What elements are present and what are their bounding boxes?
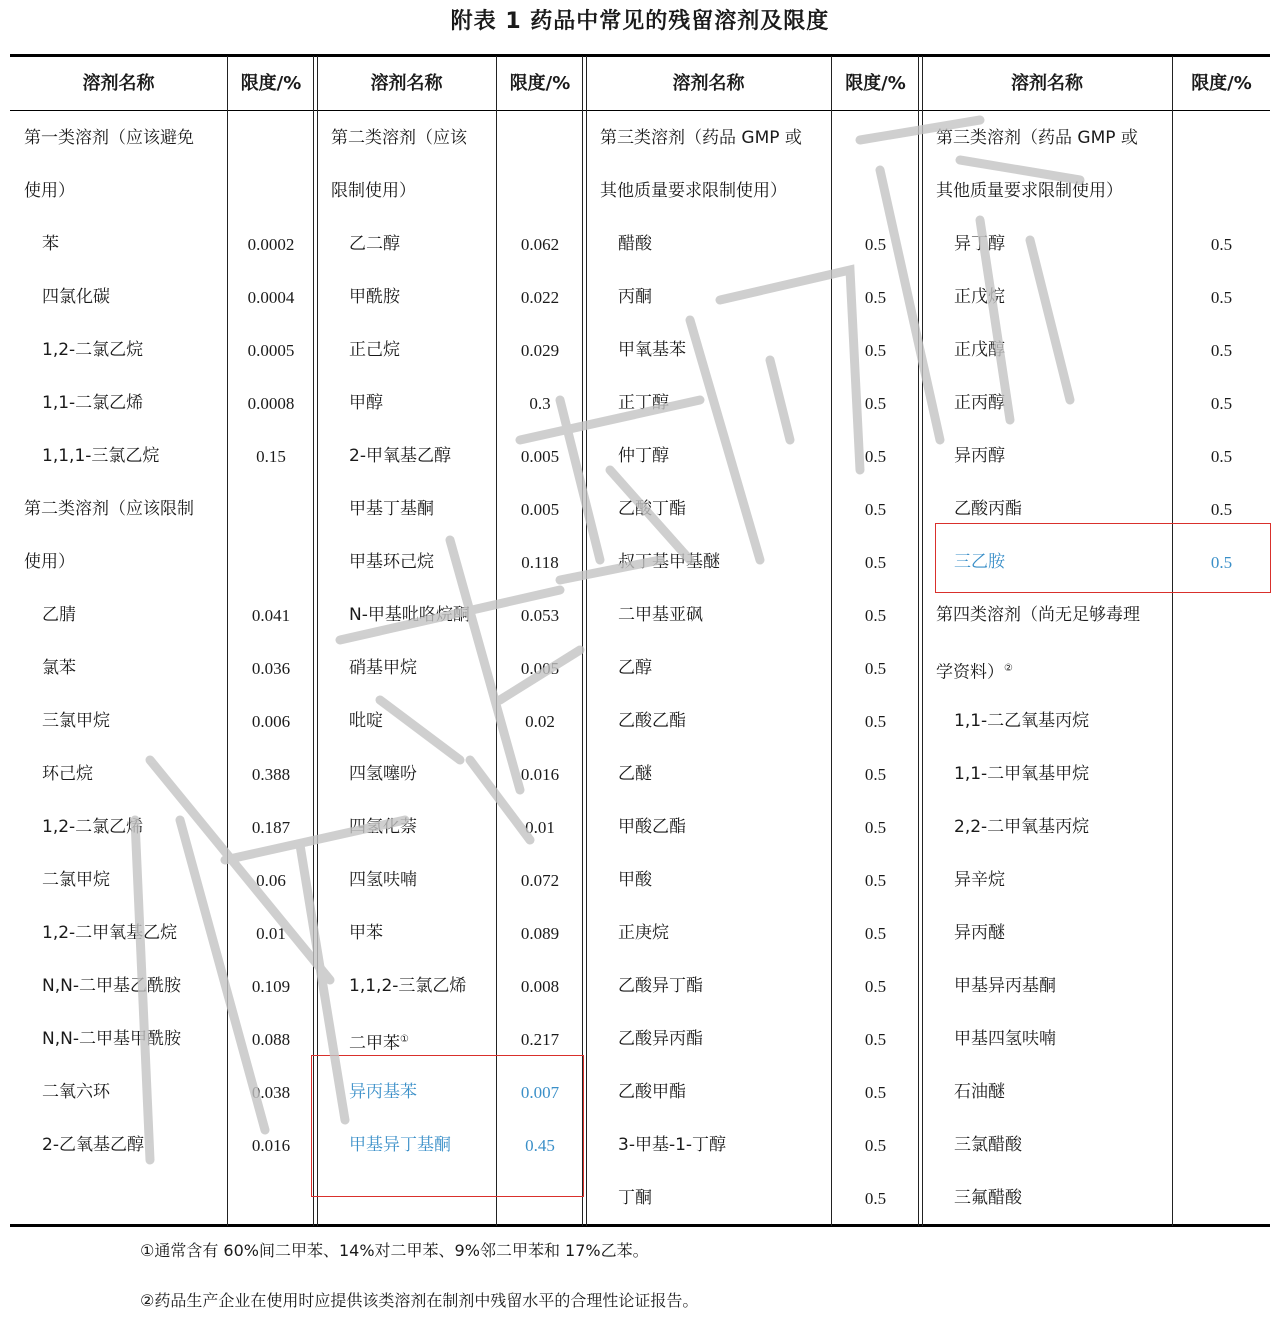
limit-value: 0.5 bbox=[864, 341, 887, 360]
table-title: 附表 1 药品中常见的残留溶剂及限度 bbox=[450, 9, 830, 34]
cell-text: 四氯化碳 bbox=[42, 287, 110, 307]
cell-text: 正戊醇 bbox=[954, 340, 1005, 360]
solvent-name bbox=[586, 589, 863, 642]
solvent-name bbox=[586, 536, 863, 589]
category-label bbox=[10, 536, 241, 589]
cell-text: 正己烷 bbox=[349, 340, 400, 360]
cell-text: 1,1-二甲氧基甲烷 bbox=[954, 764, 1090, 784]
limit-value: 0.5 bbox=[1210, 553, 1233, 572]
cell-text: 异丁醇 bbox=[954, 234, 1005, 254]
solvent-name bbox=[586, 271, 863, 324]
cell-text: 乙醇 bbox=[618, 658, 652, 678]
header-name: 溶剂名称 bbox=[672, 73, 745, 94]
cell-text: 二甲苯 bbox=[349, 1033, 400, 1054]
cell-text: 正戊烷 bbox=[954, 287, 1005, 307]
highlight-box-col4 bbox=[935, 523, 1271, 593]
cell-text: 第三类溶剂（药品 GMP 或 bbox=[600, 128, 802, 148]
cell-text: 丙酮 bbox=[618, 287, 652, 307]
solvent-name bbox=[10, 854, 259, 907]
limit-value: 0.3 bbox=[529, 394, 551, 413]
solvent-name bbox=[10, 377, 259, 430]
category-label bbox=[922, 112, 1186, 165]
limit-value: 0.5 bbox=[864, 235, 887, 254]
header-name: 溶剂名称 bbox=[1011, 73, 1083, 94]
solvent-name bbox=[586, 801, 863, 854]
cell-text: 1,1-二氯乙烯 bbox=[42, 393, 144, 413]
cell-text: 乙醚 bbox=[618, 764, 652, 784]
solvent-name bbox=[922, 218, 1204, 271]
header-limit: 限度/% bbox=[240, 73, 302, 94]
solvent-name bbox=[10, 589, 259, 642]
solvent-name bbox=[10, 430, 259, 483]
cell-text: 甲苯 bbox=[349, 923, 383, 943]
solvent-name bbox=[922, 1119, 1204, 1172]
footnote-1: ①通常含有 60%间二甲苯、14%对二甲苯、9%邻二甲苯和 17%乙苯。 bbox=[140, 1241, 649, 1260]
cell-text: 学资料） bbox=[936, 662, 1004, 683]
limit-value: 0.187 bbox=[251, 818, 291, 837]
highlight-box-col2 bbox=[311, 1055, 584, 1197]
cell-text: 1,1,2-三氯乙烯 bbox=[349, 976, 467, 996]
cell-text: 甲酸乙酯 bbox=[618, 817, 686, 837]
limit-value: 0.036 bbox=[251, 659, 291, 678]
category-label bbox=[586, 112, 845, 165]
limit-value: 0.072 bbox=[520, 871, 560, 890]
solvent-name bbox=[10, 218, 259, 271]
category-label bbox=[317, 165, 510, 218]
cell-text: 吡啶 bbox=[349, 711, 383, 731]
limit-value: 0.089 bbox=[520, 924, 560, 943]
cell-text: 使用） bbox=[24, 552, 75, 572]
solvent-name bbox=[922, 854, 1204, 907]
header-rule bbox=[10, 110, 1270, 111]
cell-text: 1,2-二氯乙烯 bbox=[42, 817, 144, 837]
solvent-name bbox=[922, 801, 1204, 854]
limit-value: 0.5 bbox=[864, 712, 887, 731]
cell-text: 其他质量要求限制使用） bbox=[600, 181, 787, 201]
limit-value: 0.5 bbox=[1210, 341, 1233, 360]
limit-value: 0.041 bbox=[251, 606, 291, 625]
limit-value: 0.029 bbox=[520, 341, 560, 360]
limit-value: 0.0002 bbox=[247, 235, 295, 254]
solvent-name bbox=[586, 854, 863, 907]
cell-text: 三氯甲烷 bbox=[42, 711, 110, 731]
solvent-name bbox=[586, 695, 863, 748]
limit-value: 0.5 bbox=[1210, 235, 1233, 254]
header-name: 溶剂名称 bbox=[82, 73, 155, 94]
cell-text: 第一类溶剂（应该避免 bbox=[24, 128, 194, 148]
limit-value: 0.5 bbox=[864, 394, 887, 413]
cell-text: 限制使用） bbox=[331, 181, 416, 201]
solvent-name bbox=[922, 960, 1204, 1013]
cell-text: 2-甲氧基乙醇 bbox=[349, 446, 451, 466]
solvent-name bbox=[10, 271, 259, 324]
cell-text: 乙腈 bbox=[42, 605, 76, 625]
limit-value: 0.005 bbox=[520, 659, 560, 678]
limit-value: 0.5 bbox=[864, 977, 887, 996]
cell-text: 三乙胺 bbox=[954, 552, 1005, 572]
cell-text: 四氢噻吩 bbox=[349, 764, 417, 784]
cell-text: 甲基四氢呋喃 bbox=[954, 1029, 1056, 1049]
limit-value: 0.006 bbox=[251, 712, 291, 731]
cell-text: 四氢呋喃 bbox=[349, 870, 417, 890]
cell-text: 第三类溶剂（药品 GMP 或 bbox=[936, 128, 1138, 148]
cell-text: 甲基环己烷 bbox=[349, 552, 434, 572]
cell-text: 甲醇 bbox=[349, 393, 383, 413]
cell-text: 异丙醇 bbox=[954, 446, 1005, 466]
solvent-name bbox=[586, 907, 863, 960]
limit-value: 0.5 bbox=[1210, 447, 1233, 466]
solvent-name bbox=[10, 1013, 259, 1066]
solvent-name bbox=[586, 218, 863, 271]
limit-value: 0.0004 bbox=[247, 288, 295, 307]
solvent-name bbox=[922, 1172, 1204, 1225]
cell-text: 氯苯 bbox=[42, 658, 76, 678]
cell-text: 石油醚 bbox=[954, 1082, 1005, 1102]
limit-value: 0.038 bbox=[251, 1083, 291, 1102]
limit-value: 0.5 bbox=[864, 447, 887, 466]
limit-value: 0.053 bbox=[520, 606, 560, 625]
cell-text: 四氢化萘 bbox=[349, 817, 417, 837]
limit-value: 0.5 bbox=[864, 1189, 887, 1208]
solvent-name bbox=[586, 1066, 863, 1119]
cell-text: 三氯醋酸 bbox=[954, 1135, 1022, 1155]
cell-text: 甲酸 bbox=[618, 870, 652, 890]
limit-value: 0.5 bbox=[864, 765, 887, 784]
limit-value: 0.118 bbox=[521, 553, 559, 572]
limit-value: 0.005 bbox=[520, 447, 560, 466]
cell-text: 乙酸乙酯 bbox=[618, 711, 686, 731]
category-label bbox=[922, 589, 1186, 642]
limit-value: 0.217 bbox=[520, 1030, 560, 1049]
cell-text: 甲酰胺 bbox=[349, 287, 400, 307]
cell-text: 甲基异丙基酮 bbox=[954, 976, 1056, 996]
limit-value: 0.008 bbox=[520, 977, 560, 996]
cell-text: 异辛烷 bbox=[954, 870, 1005, 890]
limit-value: 0.06 bbox=[256, 871, 286, 890]
limit-value: 0.5 bbox=[864, 871, 887, 890]
footnote-marker: ② bbox=[1004, 663, 1013, 674]
solvent-name bbox=[922, 695, 1204, 748]
solvent-name bbox=[10, 642, 259, 695]
cell-text: 使用） bbox=[24, 181, 75, 201]
limit-value: 0.5 bbox=[864, 924, 887, 943]
cell-text: 乙酸甲酯 bbox=[618, 1082, 686, 1102]
solvent-name bbox=[10, 324, 259, 377]
solvent-name bbox=[586, 430, 863, 483]
solvent-name bbox=[922, 1013, 1204, 1066]
solvent-name bbox=[10, 1066, 259, 1119]
solvent-name bbox=[10, 695, 259, 748]
cell-text: 3-甲基-1-丁醇 bbox=[618, 1135, 727, 1155]
limit-value: 0.5 bbox=[864, 500, 887, 519]
limit-value: 0.01 bbox=[256, 924, 286, 943]
limit-value: 0.5 bbox=[864, 1083, 887, 1102]
solvent-name bbox=[922, 430, 1204, 483]
solvent-name bbox=[586, 483, 863, 536]
solvent-name bbox=[922, 1066, 1204, 1119]
cell-text: 第二类溶剂（应该 bbox=[331, 128, 467, 148]
header-limit: 限度/% bbox=[1191, 73, 1252, 94]
solvent-name bbox=[922, 907, 1204, 960]
limit-value: 0.5 bbox=[864, 1136, 887, 1155]
cell-text: 正丁醇 bbox=[618, 393, 669, 413]
category-label bbox=[922, 165, 1186, 218]
cell-text: 正丙醇 bbox=[954, 393, 1005, 413]
header-name: 溶剂名称 bbox=[370, 73, 443, 94]
cell-text: 乙二醇 bbox=[349, 234, 400, 254]
solvent-name bbox=[922, 324, 1204, 377]
solvent-name bbox=[586, 1172, 863, 1225]
cell-text: 异丙醚 bbox=[954, 923, 1005, 943]
cell-text: 2-乙氧基乙醇 bbox=[42, 1135, 144, 1155]
limit-value: 0.088 bbox=[251, 1030, 291, 1049]
limit-value: 0.5 bbox=[864, 606, 887, 625]
limit-value: 0.15 bbox=[256, 447, 286, 466]
cell-text: 1,2-二氯乙烷 bbox=[42, 340, 144, 360]
cell-text: 醋酸 bbox=[618, 234, 652, 254]
cell-text: 1,1-二乙氧基丙烷 bbox=[954, 711, 1090, 731]
limit-value: 0.5 bbox=[1210, 500, 1233, 519]
cell-text: 甲基丁基酮 bbox=[349, 499, 434, 519]
limit-value: 0.02 bbox=[525, 712, 555, 731]
category-label bbox=[317, 112, 510, 165]
category-label bbox=[922, 642, 1186, 695]
solvent-name bbox=[586, 642, 863, 695]
cell-text: 环己烷 bbox=[42, 764, 93, 784]
limit-value: 0.5 bbox=[864, 288, 887, 307]
cell-text: 二甲基亚砜 bbox=[618, 605, 703, 625]
limit-value: 0.016 bbox=[251, 1136, 291, 1155]
limit-value: 0.0008 bbox=[247, 394, 295, 413]
limit-value: 0.062 bbox=[520, 235, 560, 254]
cell-text: 乙酸异丙酯 bbox=[618, 1029, 703, 1049]
cell-text: 2,2-二甲氧基丙烷 bbox=[954, 817, 1090, 837]
cell-text: 苯 bbox=[42, 234, 59, 254]
limit-value: 0.388 bbox=[251, 765, 291, 784]
solvent-name bbox=[10, 1119, 259, 1172]
cell-text: 甲氧基苯 bbox=[618, 340, 686, 360]
cell-text: 叔丁基甲基醚 bbox=[618, 552, 720, 572]
solvent-name bbox=[10, 801, 259, 854]
cell-text: 第二类溶剂（应该限制 bbox=[24, 499, 194, 519]
cell-text: 正庚烷 bbox=[618, 923, 669, 943]
cell-text: N,N-二甲基甲酰胺 bbox=[42, 1029, 181, 1049]
solvent-name bbox=[922, 377, 1204, 430]
cell-text: 丁酮 bbox=[618, 1188, 652, 1208]
cell-text: N-甲基吡咯烷酮 bbox=[349, 605, 470, 625]
cell-text: 硝基甲烷 bbox=[349, 658, 417, 678]
cell-text: 乙酸丁酯 bbox=[618, 499, 686, 519]
limit-value: 0.5 bbox=[1210, 394, 1233, 413]
limit-value: 0.45 bbox=[525, 1136, 555, 1155]
footnote-marker: ① bbox=[400, 1034, 409, 1045]
limit-value: 0.5 bbox=[1210, 288, 1233, 307]
cell-text: 乙酸异丁酯 bbox=[618, 976, 703, 996]
category-label bbox=[10, 483, 241, 536]
cell-text: N,N-二甲基乙酰胺 bbox=[42, 976, 181, 996]
limit-value: 0.0005 bbox=[247, 341, 295, 360]
cell-text: 其他质量要求限制使用） bbox=[936, 181, 1123, 201]
solvent-name bbox=[10, 907, 259, 960]
solvent-name bbox=[586, 377, 863, 430]
limit-value: 0.005 bbox=[520, 500, 560, 519]
cell-text: 仲丁醇 bbox=[618, 446, 669, 466]
header-limit: 限度/% bbox=[845, 73, 906, 94]
solvent-name bbox=[586, 1013, 863, 1066]
cell-text: 1,1,1-三氯乙烷 bbox=[42, 446, 160, 466]
limit-value: 0.5 bbox=[864, 818, 887, 837]
cell-text: 甲基异丁基酮 bbox=[349, 1135, 451, 1155]
cell-text: 乙酸丙酯 bbox=[954, 499, 1022, 519]
limit-value: 0.016 bbox=[520, 765, 560, 784]
cell-text: 第四类溶剂（尚无足够毒理 bbox=[936, 605, 1140, 625]
solvent-name bbox=[586, 960, 863, 1013]
top-rule bbox=[10, 54, 1270, 57]
category-label bbox=[586, 165, 845, 218]
header-limit: 限度/% bbox=[509, 73, 571, 94]
category-label bbox=[10, 112, 241, 165]
cell-text: 1,2-二甲氧基乙烷 bbox=[42, 923, 178, 943]
cell-text: 二氯甲烷 bbox=[42, 870, 110, 890]
solvent-name bbox=[586, 1119, 863, 1172]
solvent-name bbox=[922, 748, 1204, 801]
limit-value: 0.022 bbox=[520, 288, 560, 307]
cell-text: 异丙基苯 bbox=[349, 1082, 417, 1102]
solvent-name bbox=[586, 324, 863, 377]
cell-text: 二氧六环 bbox=[42, 1082, 110, 1102]
limit-value: 0.5 bbox=[864, 553, 887, 572]
solvent-name bbox=[10, 960, 259, 1013]
limit-value: 0.5 bbox=[864, 1030, 887, 1049]
cell-text: 三氟醋酸 bbox=[954, 1188, 1022, 1208]
footnote-2: ②药品生产企业在使用时应提供该类溶剂在制剂中残留水平的合理性论证报告。 bbox=[140, 1291, 699, 1310]
limit-value: 0.109 bbox=[251, 977, 291, 996]
solvent-name bbox=[10, 748, 259, 801]
limit-value: 0.5 bbox=[864, 659, 887, 678]
limit-value: 0.007 bbox=[520, 1083, 560, 1102]
category-label bbox=[10, 165, 241, 218]
solvent-name bbox=[586, 748, 863, 801]
limit-value: 0.01 bbox=[525, 818, 555, 837]
solvent-name bbox=[922, 271, 1204, 324]
